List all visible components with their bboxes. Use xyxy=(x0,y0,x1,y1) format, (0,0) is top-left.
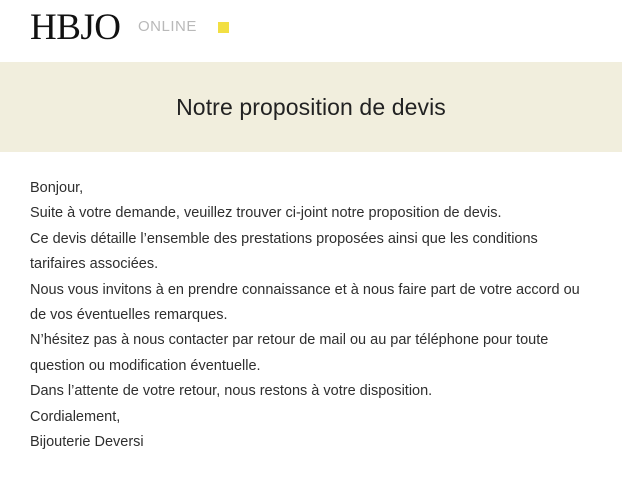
logo-square-icon xyxy=(218,22,229,33)
message-line: Nous vous invitons à en prendre connaissance et à nous faire part de votre accord ou xyxy=(30,281,580,298)
signature-line: Bijouterie Deversi xyxy=(30,434,144,451)
logo-subtitle: ONLINE xyxy=(138,18,197,35)
title-banner xyxy=(0,62,622,152)
message-line: tarifaires associées. xyxy=(30,256,159,273)
closing-line: Cordialement, xyxy=(30,408,121,425)
message-line: Suite à votre demande, veuillez trouver ci-joint notre proposition de devis. xyxy=(30,205,502,222)
message-line: N’hésitez pas à nous contacter par retour de mail ou au par téléphone pour toute xyxy=(30,332,549,349)
message-line: Dans l’attente de votre retour, nous restons à votre disposition. xyxy=(30,383,433,400)
message-body xyxy=(0,152,622,455)
page-title: Notre proposition de devis xyxy=(176,93,446,120)
email-header xyxy=(0,0,622,62)
message-line: de vos éventuelles remarques. xyxy=(30,307,228,324)
greeting-line: Bonjour, xyxy=(30,180,84,196)
logo-wordmark: HBJO xyxy=(30,7,121,48)
message-line: question ou modification éventuelle. xyxy=(30,357,261,374)
message-line: Ce devis détaille l’ensemble des prestations proposées ainsi que les conditions xyxy=(30,230,538,247)
